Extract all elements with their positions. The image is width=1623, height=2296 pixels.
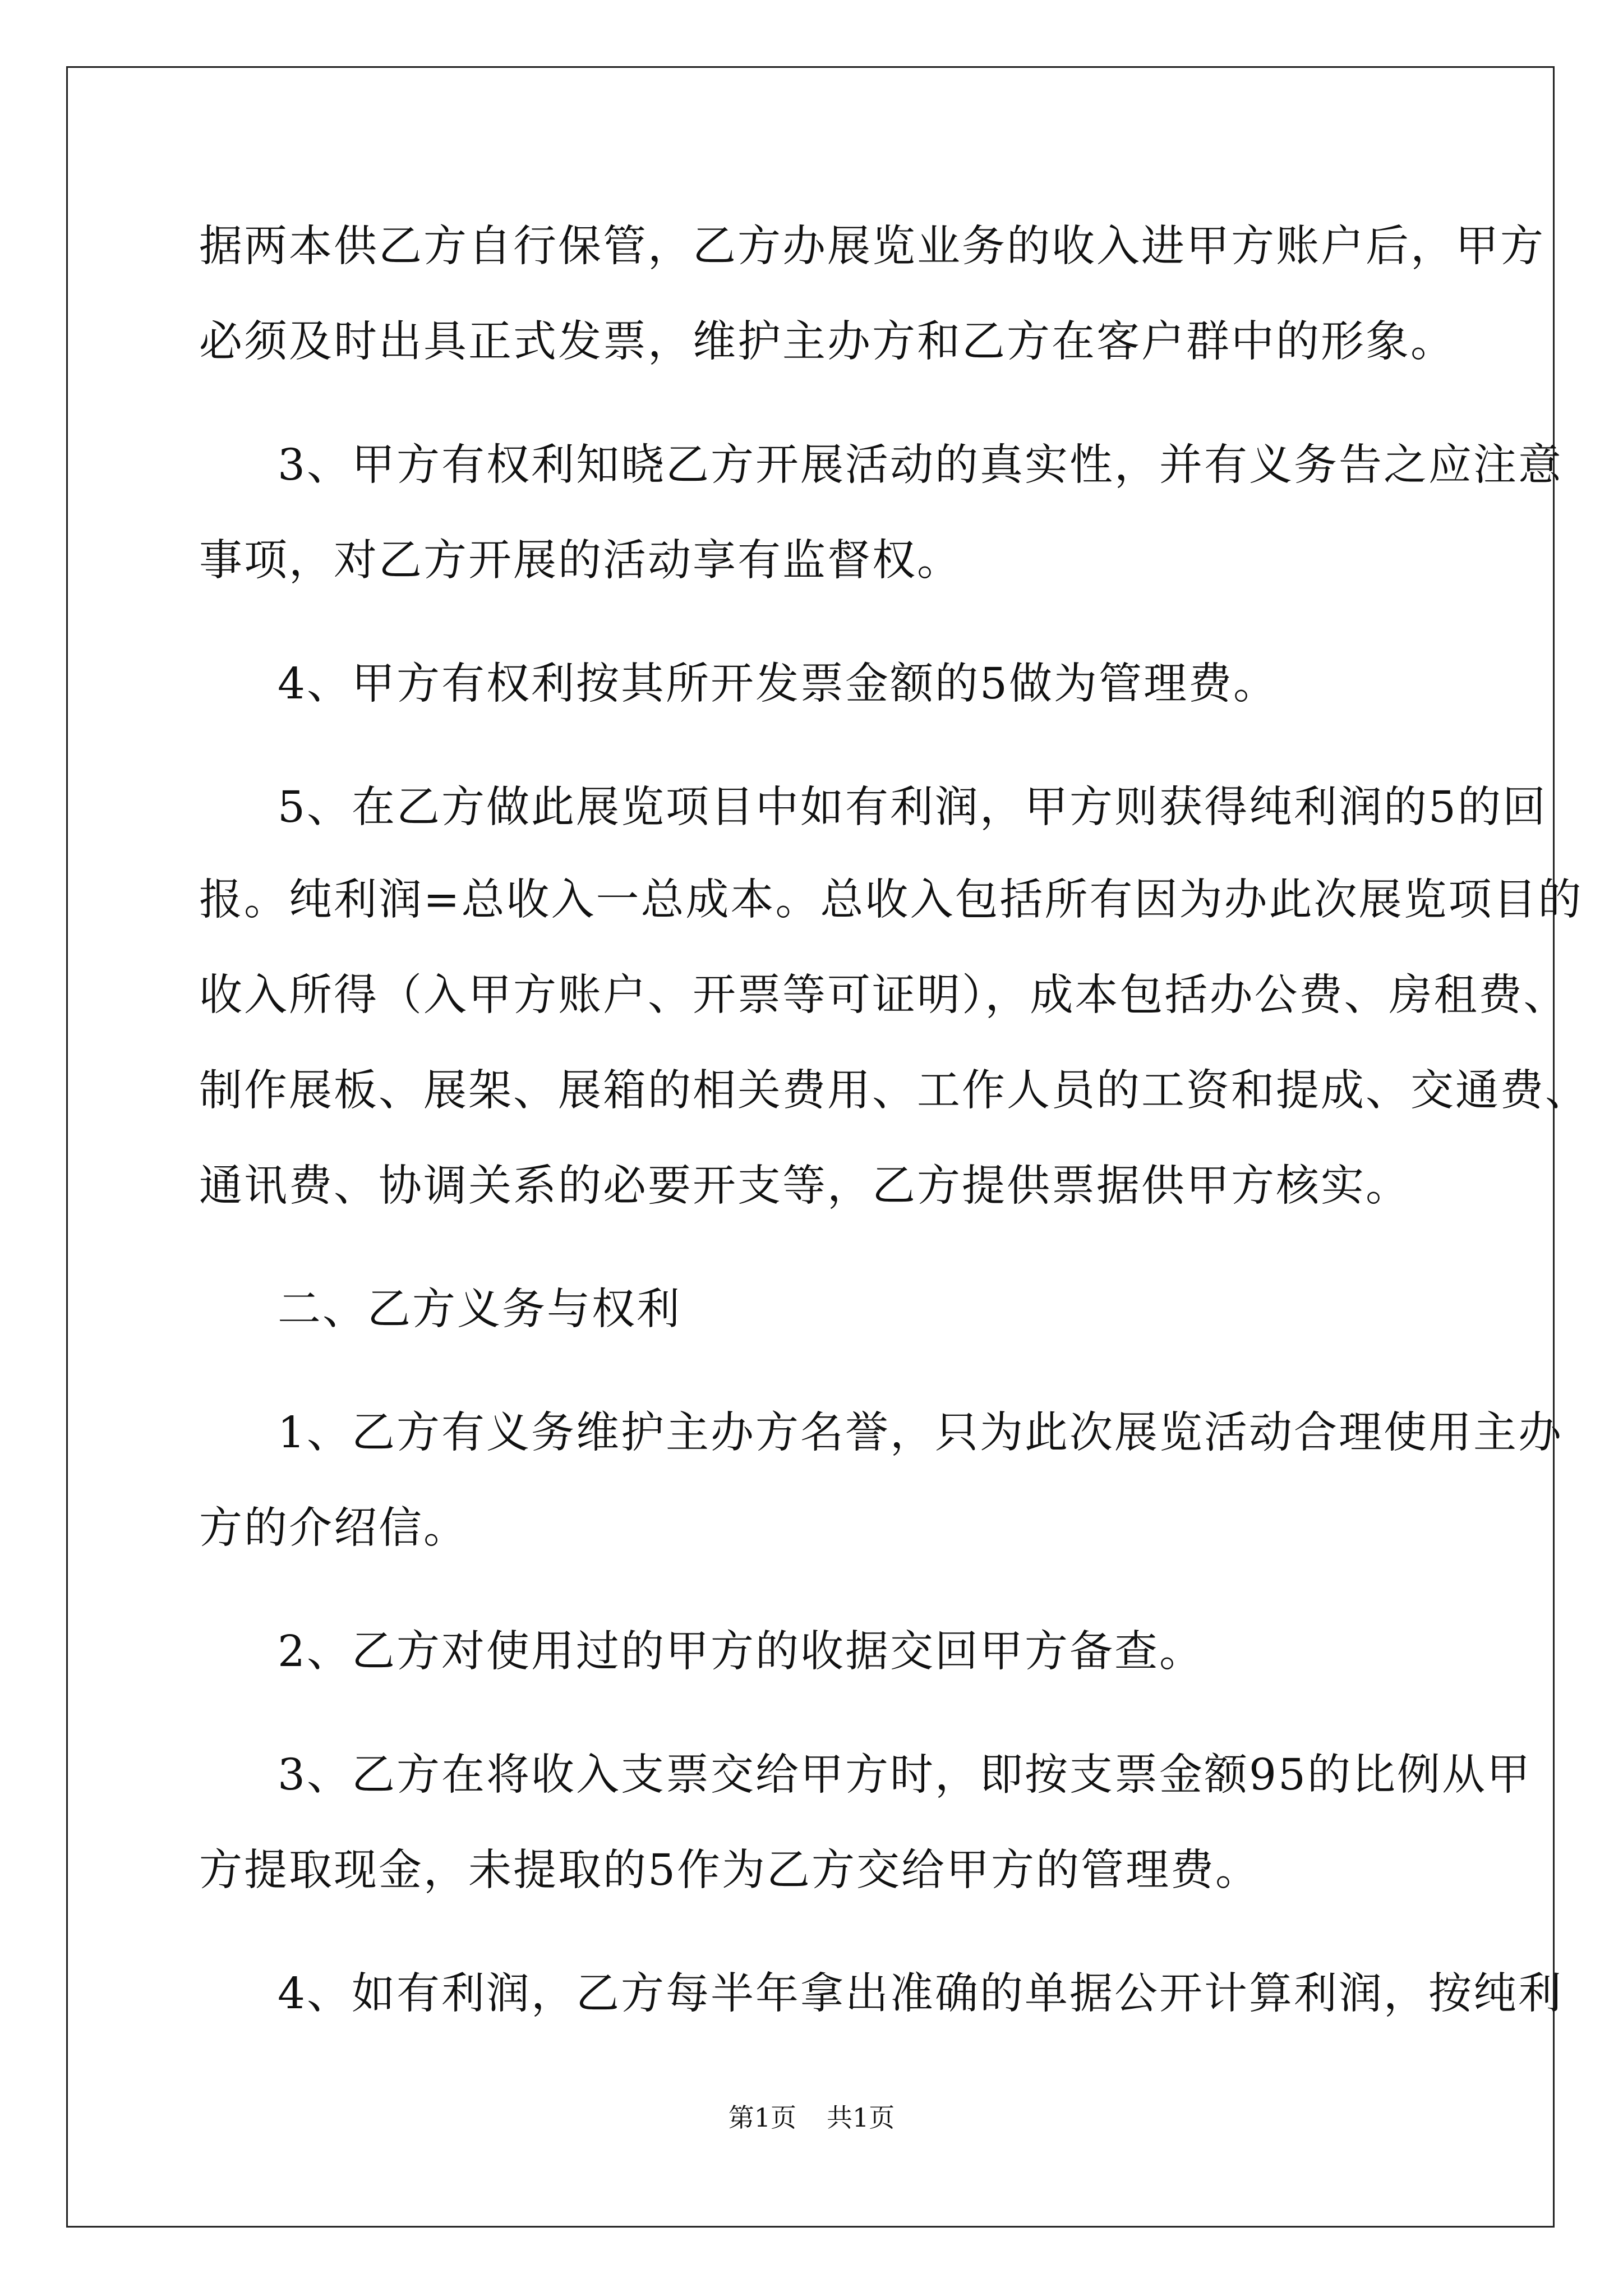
text-line: 1、乙方有义务维护主办方名誉，只为此次展览活动合理使用主办 xyxy=(278,1408,1563,1458)
text-line: 3、甲方有权利知晓乙方开展活动的真实性，并有义务告之应注意 xyxy=(278,440,1563,490)
text-line: 4、如有利润，乙方每半年拿出准确的单据公开计算利润，按纯利 xyxy=(278,1969,1563,2019)
page-footer xyxy=(0,2101,1623,2134)
text-line: 5、在乙方做此展览项目中如有利润，甲方则获得纯利润的5的回 xyxy=(278,783,1547,832)
text-line: 报。纯利润=总收入一总成本。总收入包括所有因为办此次展览项目的 xyxy=(199,875,1583,925)
text-line: 事项，对乙方开展的活动享有监督权。 xyxy=(199,536,962,586)
text-line: 通讯费、协调关系的必要开支等，乙方提供票据供甲方核实。 xyxy=(199,1161,1410,1211)
page-border xyxy=(66,66,1590,2228)
text-line: 方提取现金，未提取的5作为乙方交给甲方的管理费。 xyxy=(199,1846,1260,1895)
text-line: 制作展板、展架、展箱的相关费用、工作人员的工资和提成、交通费、 xyxy=(199,1066,1590,1116)
text-line: 4、甲方有权利按其所开发票金额的5做为管理费。 xyxy=(278,659,1278,709)
page-number: 第1页 xyxy=(728,2102,796,2133)
page-total: 共1页 xyxy=(827,2102,895,2133)
text-line: 收入所得（入甲方账户、开票等可证明），成本包括办公费、房租费、 xyxy=(199,970,1569,1020)
text-line: 据两本供乙方自行保管，乙方办展览业务的收入进甲方账户后，甲方 xyxy=(199,222,1545,272)
section-heading: 二、乙方义务与权利 xyxy=(278,1285,681,1335)
text-line: 3、乙方在将收入支票交给甲方时，即按支票金额95的比例从甲 xyxy=(278,1750,1532,1800)
text-line: 方的介绍信。 xyxy=(199,1503,468,1553)
text-line: 2、乙方对使用过的甲方的收据交回甲方备查。 xyxy=(278,1627,1204,1677)
text-line: 必须及时出具正式发票，维护主办方和乙方在客户群中的形象。 xyxy=(199,317,1455,367)
